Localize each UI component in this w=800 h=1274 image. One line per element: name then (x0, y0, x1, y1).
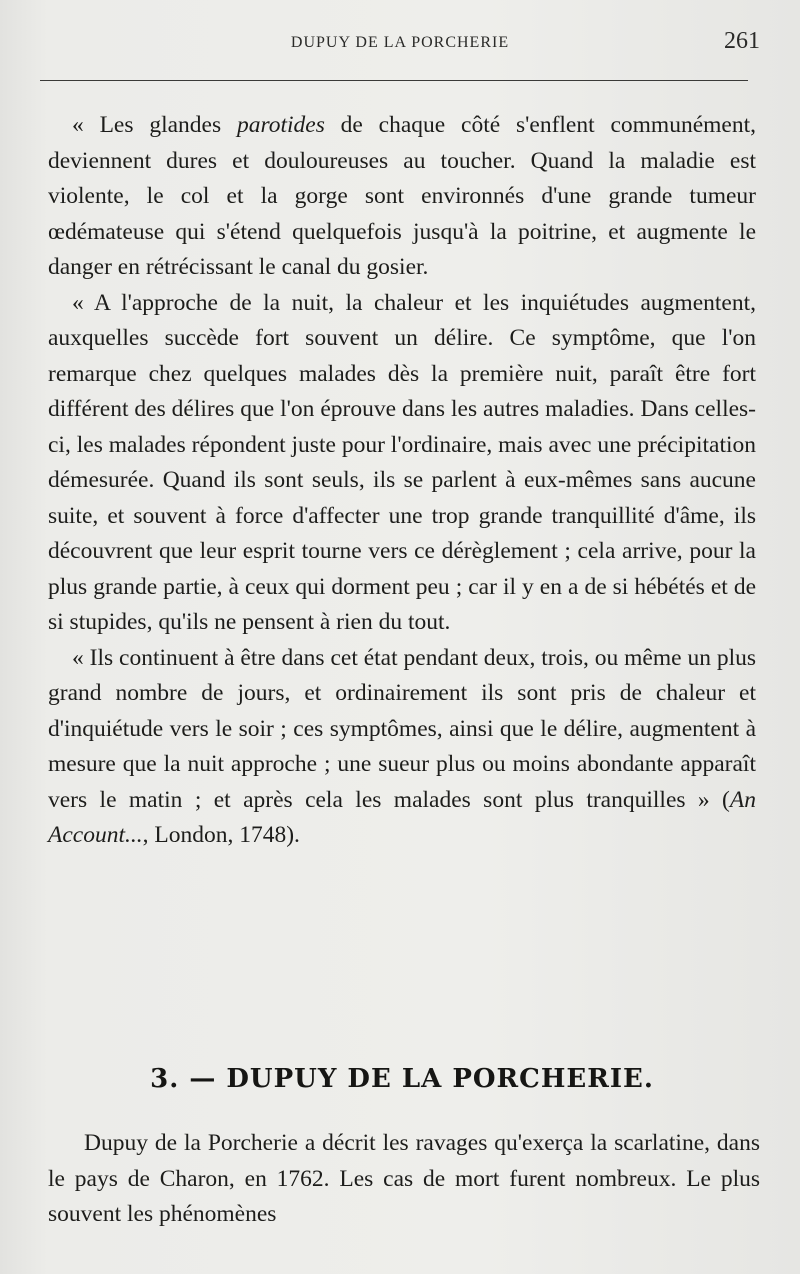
quote-p1-rest: de chaque côté s'enflent communément, deviennent dures et douloureuses au toucher. Quand la maladie est violente, le col et la gorge sont environnés d'une grande tumeur œdémateuse qui s'étend quelquefois jusqu'à la poitrine, et augmente le danger en rétrécissant le canal du gosier. (48, 112, 756, 280)
section-paragraph-1: Dupuy de la Porcherie a décrit les ravages qu'exerça la scarlatine, dans le pays de Charon, en 1762. Les cas de mort furent nombreux. Le plus souvent les phénomènes (48, 1130, 760, 1227)
quote-p3-italic: An Account... (48, 786, 756, 848)
quote-p3-end: , London, 1748). (142, 822, 300, 848)
running-title: DUPUY DE LA PORCHERIE (290, 34, 510, 51)
quote-p1-open: « Les glandes (72, 112, 237, 138)
section-body (48, 1126, 760, 1233)
section-heading: 3. — DUPUY DE LA PORCHERIE. (150, 1064, 654, 1094)
quote-p1-italic: parotides (236, 112, 325, 138)
page-header (40, 28, 760, 58)
header-rule (40, 80, 748, 81)
quote-paragraph-2: « A l'approche de la nuit, la chaleur et les inquiétudes augmentent, auxquelles succède fort souvent un délire. Ce symptôme, que l'on remarque chez quelques malades dès la première nuit, paraît être fort différent des délires que l'on éprouve dans les autres maladies. Dans celles-ci, les malades répondent juste pour l'ordinaire, mais avec une précipitation démesurée. Quand ils sont seuls, ils se parlent à eux-mêmes sans aucune suite, et souvent à force d'affecter une trop grande tranquillité d'âme, ils découvrent que leur esprit tourne vers ce dérèglement ; cela arrive, pour la plus grande partie, à ceux qui dorment peu ; car il y en a de si hébétés et de si stupides, qu'ils ne pensent à rien du tout. (48, 289, 756, 635)
quote-paragraph-3 (48, 641, 756, 854)
quote-p3-main: « Ils continuent à être dans cet état pendant deux, trois, ou même un plus grand nombre de jours, et ordinairement ils sont pris de chaleur et d'inquiétude vers le soir ; ces symptômes, ainsi que le délire, augmentent à mesure que la nuit approche ; une sueur plus ou moins abondante apparaît vers le matin ; et après cela les malades sont plus tranquilles » ( (48, 644, 756, 813)
quote-paragraph-1 (48, 108, 756, 286)
page-number: 261 (724, 28, 760, 54)
quoted-passage (48, 108, 756, 854)
